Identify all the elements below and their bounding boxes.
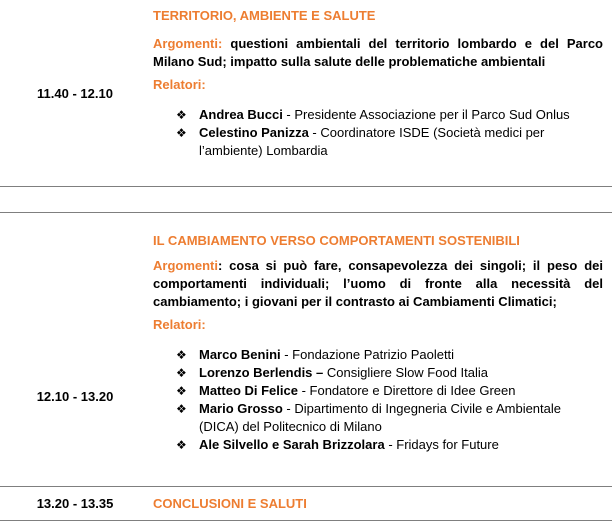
argomenti	[153, 35, 603, 71]
speaker-name: Celestino Panizza	[199, 125, 309, 140]
diamond-bullet-icon: ❖	[176, 438, 187, 452]
agenda-section	[153, 8, 603, 160]
section-title: CONCLUSIONI E SALUTI	[153, 496, 307, 511]
speaker-item	[176, 364, 603, 382]
speaker-item	[176, 436, 603, 454]
speaker-role: - Coordinatore ISDE (Società medici per l’ambiente) Lombardia	[199, 125, 545, 158]
row-divider	[0, 212, 612, 213]
speaker-name: Lorenzo Berlendis –	[199, 365, 324, 380]
speaker-item	[176, 382, 603, 400]
speaker-name: Marco Benini	[199, 347, 281, 362]
speaker-name: Mario Grosso	[199, 401, 283, 416]
speaker-role: Consigliere Slow Food Italia	[323, 365, 488, 380]
diamond-bullet-icon: ❖	[176, 402, 187, 416]
time-slot: 12.10 - 13.20	[36, 389, 114, 404]
argomenti-label: Argomenti	[153, 258, 218, 273]
speaker-item	[176, 400, 603, 436]
section-title: TERRITORIO, AMBIENTE E SALUTE	[153, 8, 376, 23]
speaker-role: - Fondatore e Direttore di Idee Green	[297, 383, 516, 398]
speaker-role: - Fondazione Patrizio Paoletti	[280, 347, 455, 362]
speaker-item	[176, 346, 603, 364]
speaker-list	[153, 346, 603, 454]
argomenti-text: questioni ambientali del territorio lombardo e del Parco Milano Sud; impatto sulla salute delle problematiche ambientali	[153, 36, 603, 69]
diamond-bullet-icon: ❖	[176, 384, 187, 398]
speaker-role: - Dipartimento di Ingegneria Civile e Ambientale (DICA) del Politecnico di Milano	[199, 401, 561, 434]
diamond-bullet-icon: ❖	[176, 126, 187, 140]
speaker-item	[176, 106, 603, 124]
diamond-bullet-icon: ❖	[176, 348, 187, 362]
argomenti-text: : cosa si può fare, consapevolezza dei singoli; il peso dei comportamenti individuali; l’uomo di fronte alla necessità del cambiamento; i giovani per il contrasto ai Cambiamenti Climatici;	[153, 258, 603, 309]
time-slot: 11.40 - 12.10	[37, 86, 113, 101]
row-divider	[0, 186, 612, 187]
speaker-role: - Fridays for Future	[384, 437, 499, 452]
speaker-name: Matteo Di Felice	[199, 383, 298, 398]
relatori-label: Relatori:	[153, 317, 206, 332]
diamond-bullet-icon: ❖	[176, 366, 187, 380]
speaker-item	[176, 124, 603, 160]
argomenti-label: Argomenti:	[153, 36, 223, 51]
speaker-name: Andrea Bucci	[199, 107, 283, 122]
diamond-bullet-icon: ❖	[176, 108, 187, 122]
section-title: IL CAMBIAMENTO VERSO COMPORTAMENTI SOSTENIBILI	[153, 233, 520, 248]
agenda-section	[153, 496, 603, 511]
speaker-role: - Presidente Associazione per il Parco Sud Onlus	[282, 107, 570, 122]
agenda-section	[153, 233, 603, 454]
row-divider	[0, 520, 612, 521]
row-divider	[0, 486, 612, 487]
speaker-list	[153, 106, 603, 160]
argomenti	[153, 257, 603, 311]
speaker-name: Ale Silvello e Sarah Brizzolara	[199, 437, 385, 452]
time-slot: 13.20 - 13.35	[36, 496, 114, 511]
relatori-label: Relatori:	[153, 77, 206, 92]
